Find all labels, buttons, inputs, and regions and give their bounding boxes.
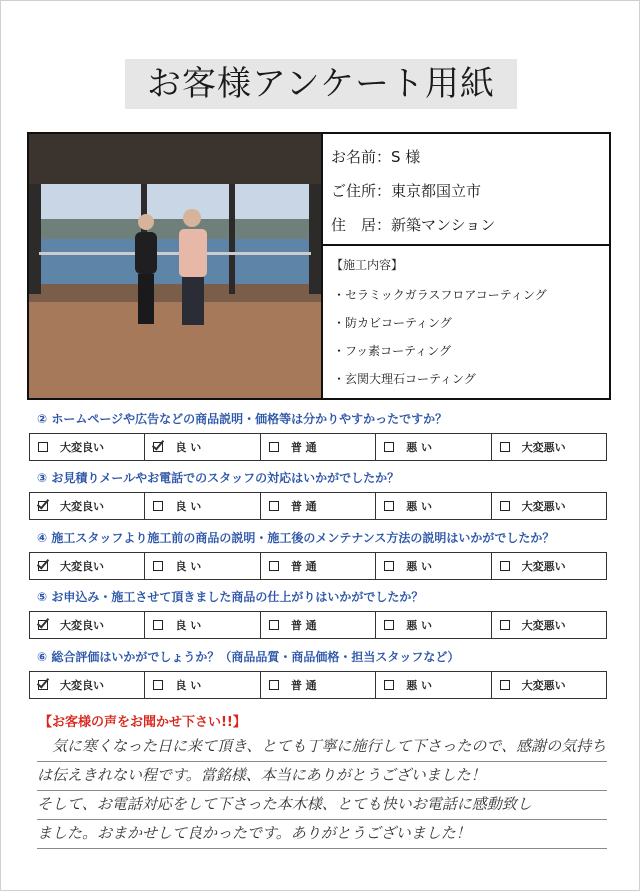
option-very-good[interactable]: 大変良い: [30, 493, 145, 519]
option-good[interactable]: 良 い: [145, 493, 260, 519]
question-6: ⑥ 総合評価はいかがでしょうか？（商品品質・商品価格・担当スタッフなど）: [37, 650, 460, 664]
work-item: ・防カビコーティング: [333, 316, 452, 330]
answer-row-5: [29, 611, 607, 639]
customer-residence-row: [331, 214, 495, 235]
checkbox[interactable]: [500, 442, 510, 452]
option-very-bad[interactable]: 大変悪い: [492, 493, 606, 519]
address-label: ご住所：: [331, 182, 392, 200]
checkbox[interactable]: [500, 680, 510, 690]
customer-photo: [29, 134, 323, 398]
checkbox[interactable]: [384, 561, 394, 571]
checkbox[interactable]: [269, 561, 279, 571]
checkbox[interactable]: [384, 680, 394, 690]
option-good[interactable]: 良 い: [145, 553, 260, 579]
option-bad[interactable]: 悪 い: [376, 553, 491, 579]
option-average[interactable]: 普 通: [261, 434, 376, 460]
customer-info-box: [27, 132, 611, 400]
question-3: ③ お見積りメールやお電話でのスタッフの対応はいかがでしたか？: [37, 471, 400, 485]
work-heading: 【施工内容】: [331, 258, 404, 272]
checkbox[interactable]: [153, 561, 163, 571]
option-bad[interactable]: 悪 い: [376, 493, 491, 519]
question-2: ② ホームページや広告などの商品説明・価格等は分かりやすかったですか？: [37, 412, 448, 426]
work-item: ・セラミックガラスフロアコーティング: [333, 288, 547, 302]
customer-name-row: [331, 146, 420, 167]
option-very-bad[interactable]: 大変悪い: [492, 553, 606, 579]
handwritten-line: 気に寒くなった日に来て頂き、とても丁寧に施行して下さったので、感謝の気持ち: [37, 735, 607, 762]
checkbox[interactable]: [500, 501, 510, 511]
page-title: お客様アンケート用紙: [125, 59, 517, 109]
option-bad[interactable]: 悪 い: [376, 612, 491, 638]
checkbox-checked[interactable]: [38, 501, 48, 511]
checkbox-checked[interactable]: [38, 680, 48, 690]
checkbox-checked[interactable]: [153, 442, 163, 452]
question-4: ④ 施工スタッフより施工前の商品の説明・施工後のメンテナンス方法の説明はいかがでしたか？: [37, 531, 555, 545]
customer-voice-title: 【お客様の声をお聞かせ下さい!!】: [39, 715, 246, 730]
checkbox[interactable]: [384, 501, 394, 511]
question-5: ⑤ お申込み・施工させて頂きました商品の仕上がりはいかがでしたか？: [37, 590, 424, 604]
option-average[interactable]: 普 通: [261, 493, 376, 519]
option-good[interactable]: 良 い: [145, 612, 260, 638]
option-very-bad[interactable]: 大変悪い: [492, 434, 606, 460]
checkbox[interactable]: [153, 501, 163, 511]
answer-row-4: [29, 552, 607, 580]
checkbox[interactable]: [500, 620, 510, 630]
checkbox[interactable]: [384, 442, 394, 452]
residence-value: 新築マンション: [391, 216, 496, 234]
checkbox[interactable]: [269, 680, 279, 690]
checkbox[interactable]: [269, 501, 279, 511]
name-label: お名前：: [331, 148, 392, 166]
customer-address-row: [331, 180, 481, 201]
checkbox[interactable]: [153, 680, 163, 690]
answer-row-6: [29, 671, 607, 699]
address-value: 東京都国立市: [391, 182, 482, 200]
checkbox[interactable]: [269, 442, 279, 452]
customer-details: [323, 134, 609, 246]
option-average[interactable]: 普 通: [261, 612, 376, 638]
checkbox[interactable]: [500, 561, 510, 571]
checkbox[interactable]: [384, 620, 394, 630]
handwritten-line: そして、お電話対応をして下さった本木様、とても快いお電話に感動致し: [37, 793, 607, 820]
option-very-good[interactable]: 大変良い: [30, 434, 145, 460]
checkbox-checked[interactable]: [38, 561, 48, 571]
option-good[interactable]: 良 い: [145, 434, 260, 460]
work-content: [323, 246, 609, 398]
option-average[interactable]: 普 通: [261, 672, 376, 698]
option-good[interactable]: 良 い: [145, 672, 260, 698]
answer-row-3: [29, 492, 607, 520]
option-very-good[interactable]: 大変良い: [30, 672, 145, 698]
name-value: S 様: [391, 148, 421, 166]
option-very-bad[interactable]: 大変悪い: [492, 612, 606, 638]
option-very-bad[interactable]: 大変悪い: [492, 672, 606, 698]
checkbox[interactable]: [153, 620, 163, 630]
option-average[interactable]: 普 通: [261, 553, 376, 579]
option-very-good[interactable]: 大変良い: [30, 553, 145, 579]
checkbox[interactable]: [269, 620, 279, 630]
work-item: ・フッ素コーティング: [333, 344, 451, 358]
residence-label: 住 居：: [331, 216, 392, 234]
handwritten-line: は伝えきれない程です。當銘様、本当にありがとうございました！: [37, 764, 607, 791]
option-very-good[interactable]: 大変良い: [30, 612, 145, 638]
option-bad[interactable]: 悪 い: [376, 434, 491, 460]
checkbox[interactable]: [38, 442, 48, 452]
checkbox-checked[interactable]: [38, 620, 48, 630]
handwritten-line: ました。おまかせして良かったです。ありがとうございました！: [37, 822, 607, 849]
option-bad[interactable]: 悪 い: [376, 672, 491, 698]
answer-row-2: [29, 433, 607, 461]
work-item: ・玄関大理石コーティング: [333, 372, 476, 386]
